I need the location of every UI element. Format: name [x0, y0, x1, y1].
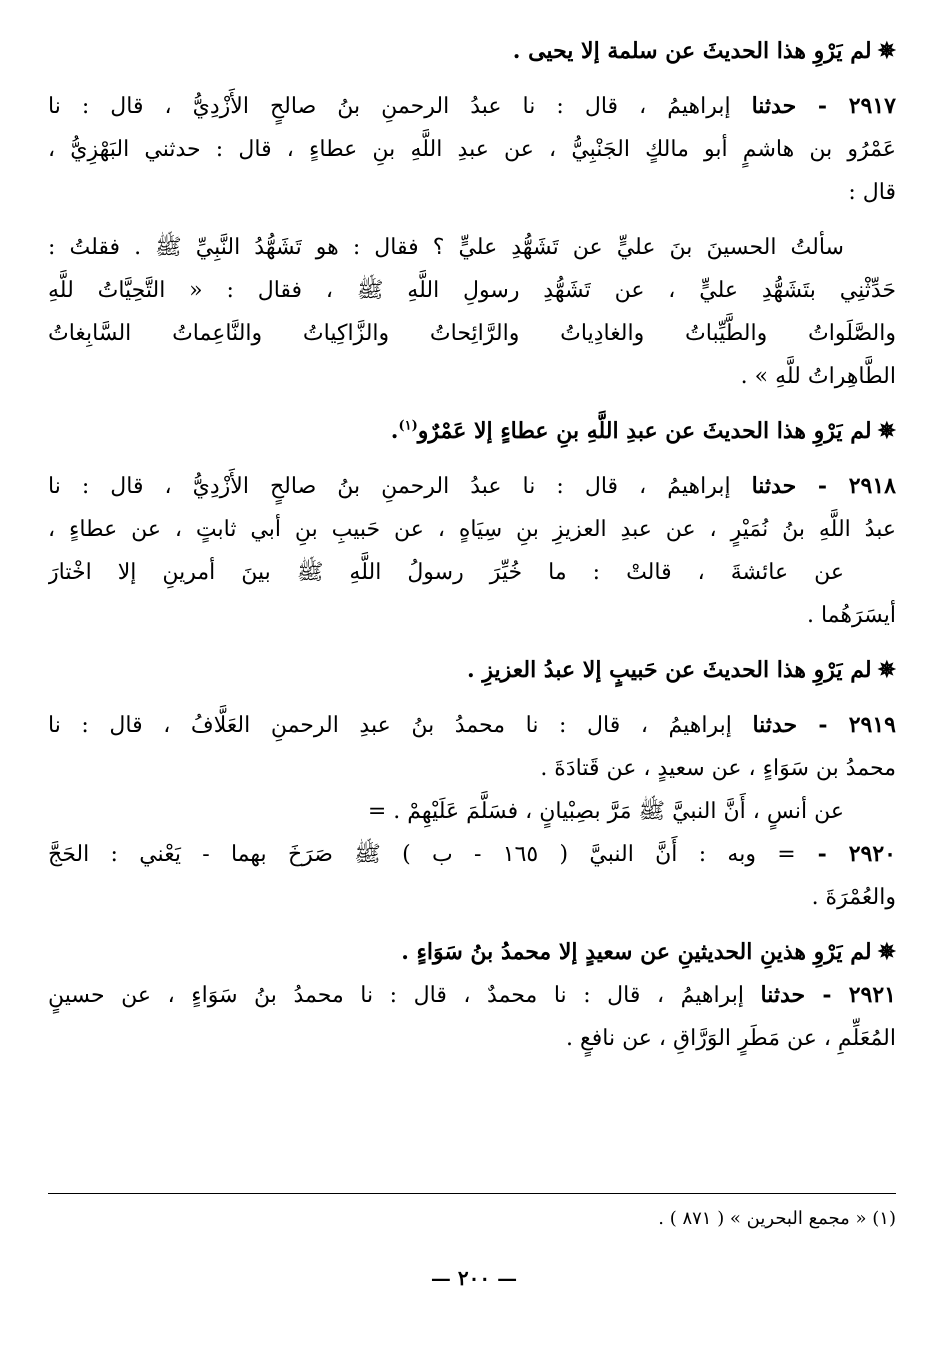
hadith-2918-line: ٢٩١٨ - حدثنا إبراهيمُ ، قال : نا عبدُ الرحمنِ بنُ صالحٍ الأَزْدِيُّ ، قال : نا [48, 473, 896, 499]
text-line: محمدُ بن سَوَاءٍ ، عن سعيدٍ ، عن قَتادَةَ . [540, 756, 896, 781]
text-line: أيسَرَهُما . [806, 603, 896, 628]
text-line: عن أنسٍ ، أَنَّ النبيَّ ﷺ مَرَّ بصِبْيانٍ ، فسَلَّمَ عَلَيْهِمْ . = [367, 799, 844, 824]
hadith-2920-line: ٢٩٢٠ - = وبه : أَنَّ النبيَّ ( ١٦٥ - ب ) ﷺ صَرَخَ بهما - يَعْني : الحَجَّ [48, 841, 896, 867]
hadith-2919-line: ٢٩١٩ - حدثنا إبراهيمُ ، قال : نا محمدُ بنُ عبدِ الرحمنِ العَلَّافُ ، قال : نا [48, 712, 896, 738]
hadith-header: حدثنا [751, 473, 797, 499]
hadith-number: ٢٩٢١ [848, 982, 896, 1008]
text-line: المُعَلِّمِ ، عن مَطَرٍ الوَرَّاقِ ، عن نافعٍ . [566, 1026, 896, 1051]
note-line: ✵لم يَرْوِ هذا الحديثَ عن عبدِ اللَّهِ بنِ عطاءٍ إلا عَمْرٌو$^{(١)}$. [390, 418, 896, 444]
text-line: عن عائشةَ ، قالتْ : ما خُيِّرَ رسولُ اللَّهِ ﷺ بينَ أمرينِ إلا اخْتارَ [48, 560, 844, 585]
page-number: — ٢٠٠ — [430, 1266, 518, 1290]
text-line: الطَّاهِراتُ للَّهِ » . [740, 364, 896, 389]
text-line: عبدُ اللَّهِ بنُ نُمَيْرٍ ، عن عبدِ العزيزِ بنِ سِيَاهٍ ، عن حَبيبِ بنِ أبي ثابتٍ ، عن عطاءٍ ، [48, 517, 896, 542]
text-line: حَدِّثْنِي بتَشَهُّدِ عليٍّ ، عن تَشَهُّدِ رسولِ اللَّهِ ﷺ ، فقال : « التَّحِيَّاتُ للَّهِ [48, 278, 896, 303]
hadith-header: حدثنا [752, 712, 798, 738]
star-icon: ✵ [877, 38, 896, 64]
footnote: (١) « مجمع البحرين » ( ٨٧١ ) . [658, 1208, 896, 1229]
note-line: ✵لم يَرْوِ هذا الحديثَ عن سلمة إلا يحيى . [512, 38, 896, 64]
hadith-number: ٢٩٢٠ [848, 841, 896, 867]
hadith-header: حدثنا [760, 982, 806, 1008]
hadith-header: حدثنا [751, 93, 797, 119]
star-icon: ✵ [877, 418, 896, 444]
note-line: ✵لم يَرْوِ هذينِ الحديثينِ عن سعيدٍ إلا محمدُ بنُ سَوَاءٍ . [401, 939, 896, 965]
text-line: والعُمْرَةَ . [811, 885, 896, 910]
note-line: ✵لم يَرْوِ هذا الحديثَ عن حَبيبٍ إلا عبدُ العزيزِ . [467, 657, 896, 683]
hadith-2921-line: ٢٩٢١ - حدثنا إبراهيمُ ، قال : نا محمدٌ ، قال : نا محمدُ بنُ سَوَاءٍ ، عن حسينٍ [48, 982, 896, 1008]
hadith-number: ٢٩١٧ [848, 93, 896, 119]
footnote-ref: (١) [398, 418, 418, 434]
star-icon: ✵ [877, 939, 896, 965]
hadith-2917-line: ٢٩١٧ - حدثنا إبراهيمُ ، قال : نا عبدُ الرحمنِ بنُ صالحٍ الأَزْدِيُّ ، قال : نا [48, 93, 896, 119]
star-icon: ✵ [877, 657, 896, 683]
hadith-number: ٢٩١٨ [848, 473, 896, 499]
hadith-number: ٢٩١٩ [848, 712, 896, 738]
text-line: قال : [848, 180, 896, 205]
text-line: سألتُ الحسينَ بنَ عليٍّ عن تَشَهُّدِ عليٍّ ؟ فقال : هو تَشَهُّدُ النَّبِيِّ ﷺ . فقلتُ : [48, 235, 844, 260]
footnote-divider [48, 1193, 896, 1194]
text-line: عَمْرُو بن هاشمٍ أبو مالكٍ الجَنْبِيُّ ، عن عبدِ اللَّهِ بنِ عطاءٍ ، قال : حدثني البَهْزِيُّ ، [48, 137, 896, 162]
text-line: والصَّلَواتُ والطَّيِّباتُ والغادِياتُ والرَّائِحاتُ والزَّاكِياتُ والنَّاعِماتُ السَّابِغاتُ [48, 321, 896, 346]
page-body [48, 30, 896, 1060]
